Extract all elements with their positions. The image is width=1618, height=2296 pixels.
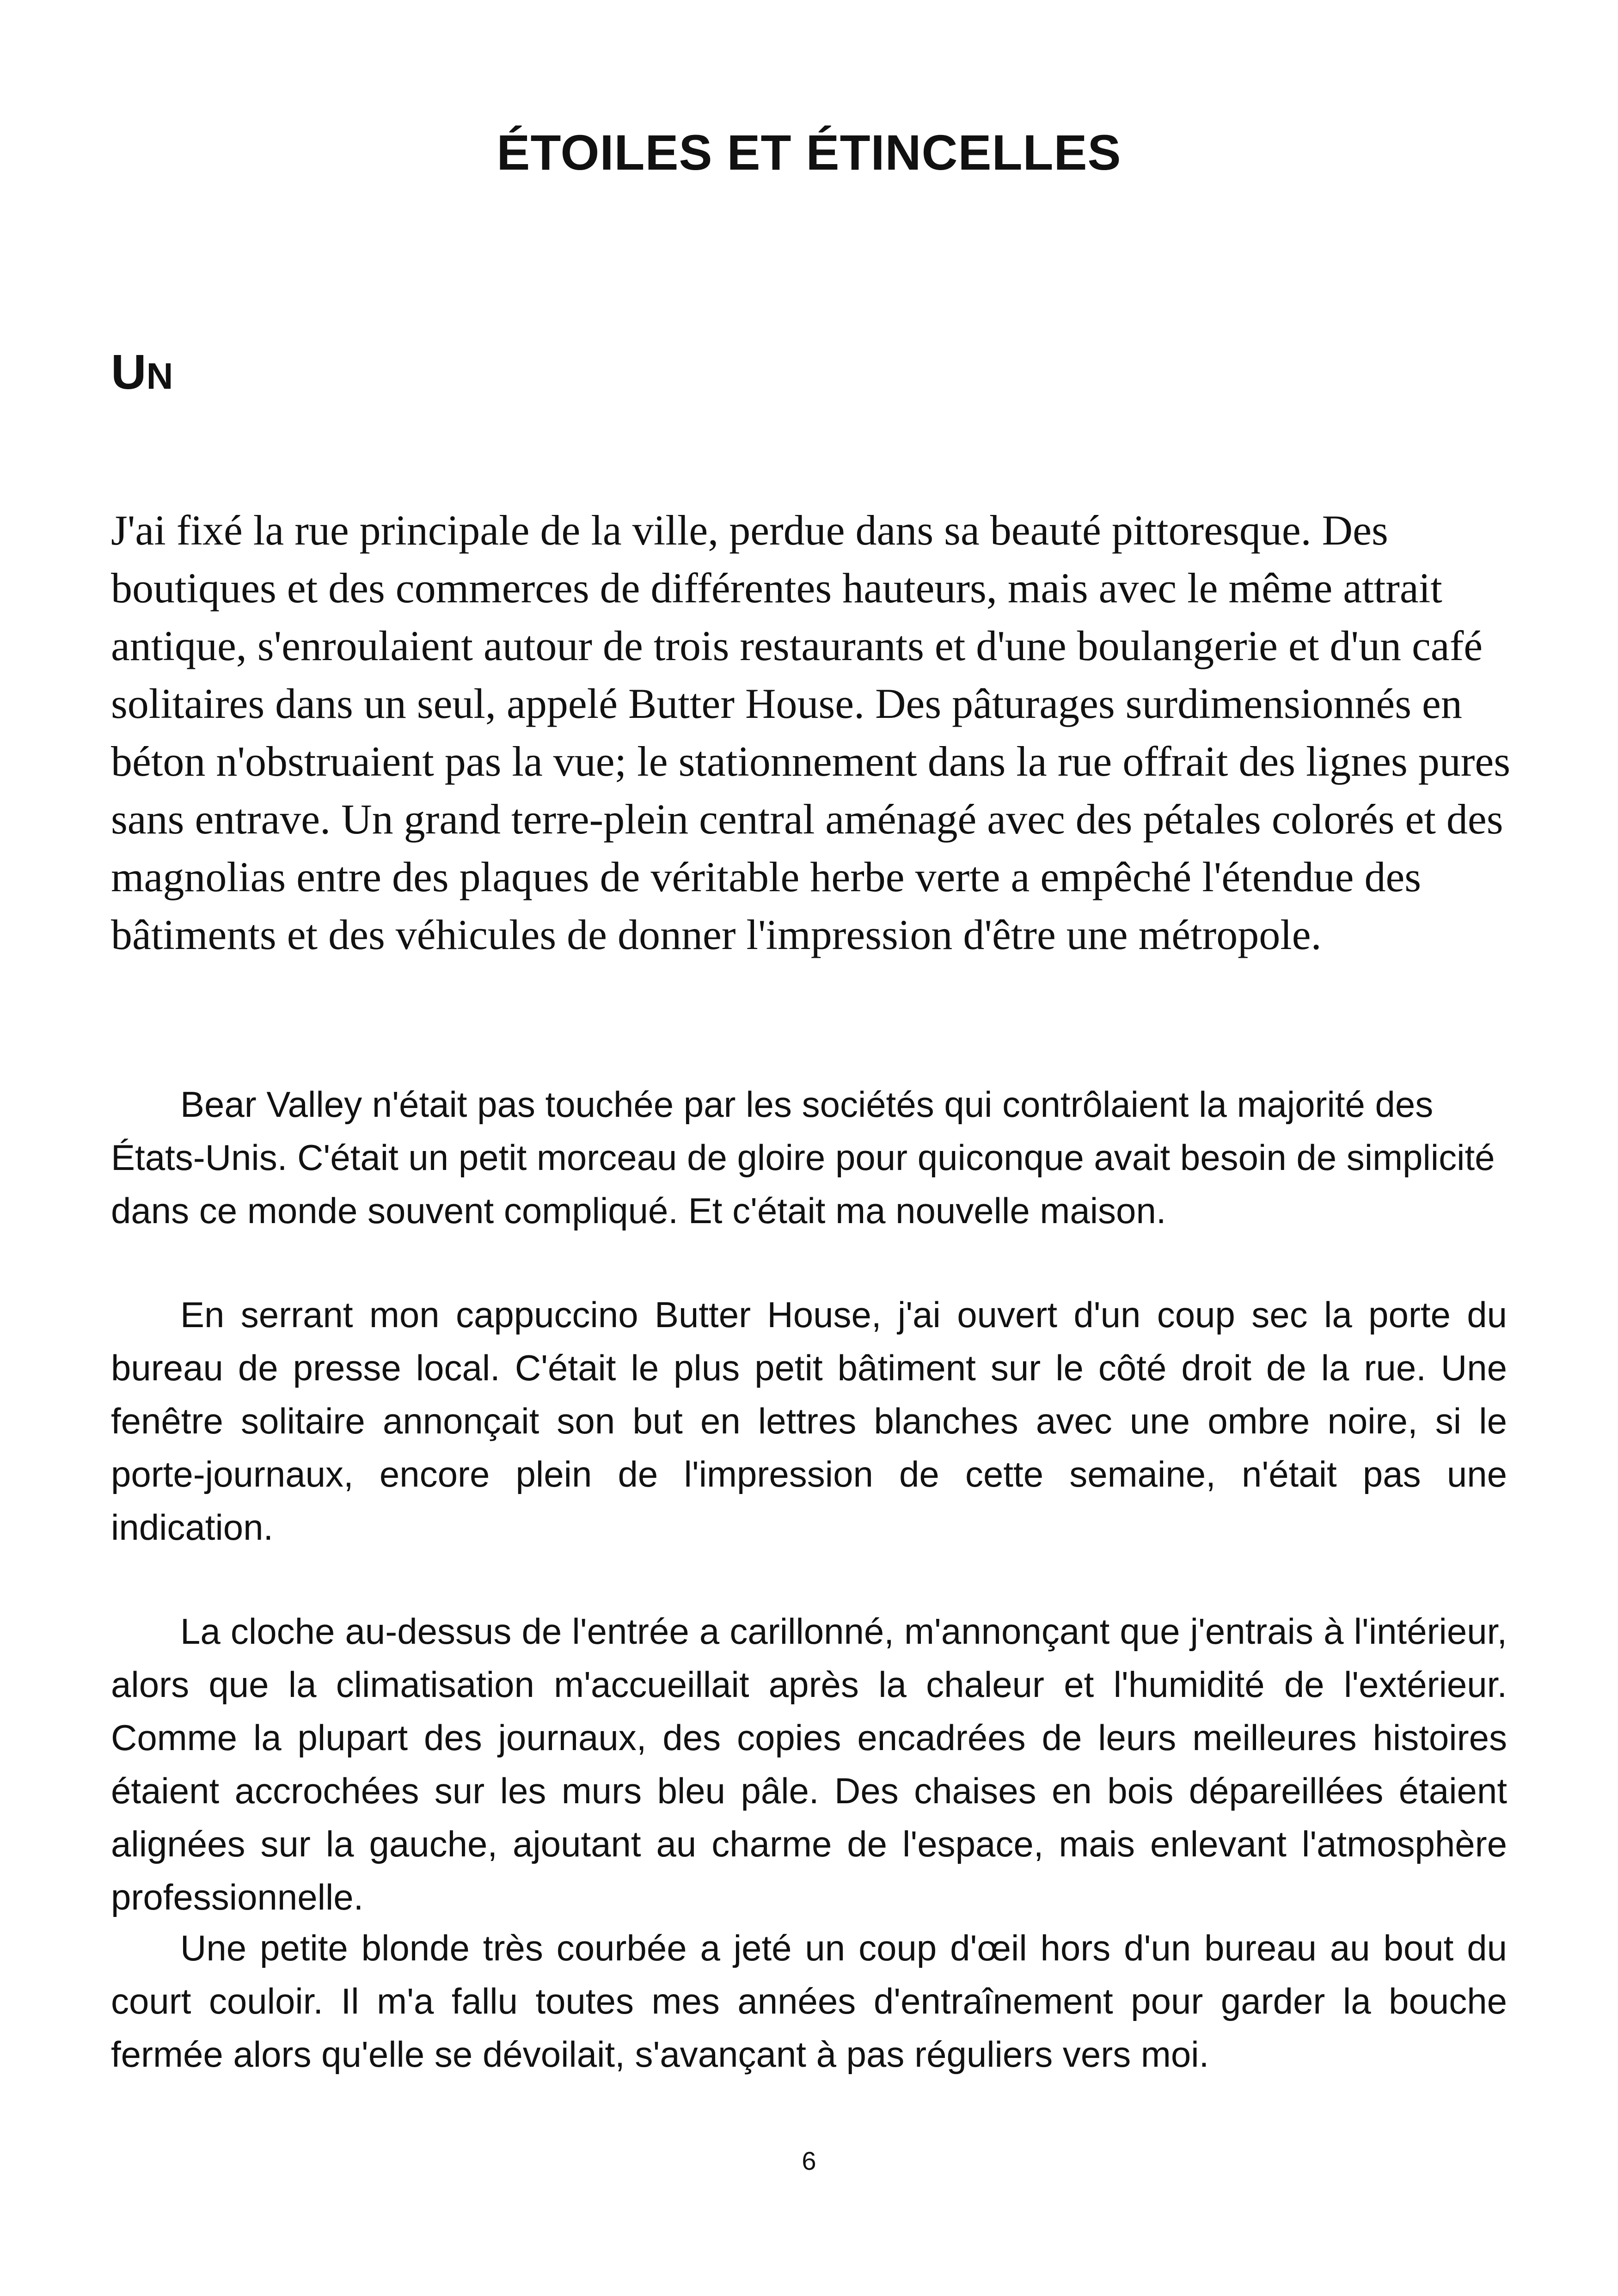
book-title: ÉTOILES ET ÉTINCELLES: [496, 124, 1122, 180]
body-paragraph-block: [111, 1078, 1507, 1237]
body-paragraph: En serrant mon cappuccino Butter House, j'ai ouvert d'un coup sec la porte du bureau de presse local. C'était le plus petit bâtiment sur le côté droit de la rue. Une fenêtre solitaire annonçait son but en lettres blanches avec une ombre noire, si le porte-journaux, encore plein de l'impression de cette semaine, n'était pas une indication.: [111, 1294, 1507, 1548]
body-paragraph-block: [111, 1922, 1507, 2081]
body-paragraph: Bear Valley n'était pas touchée par les sociétés qui contrôlaient la majorité des États-Unis. C'était un petit morceau de gloire pour quiconque avait besoin de simplicité dans ce monde souvent compliqué. Et c'était ma nouvelle maison.: [111, 1084, 1495, 1231]
body-paragraph: Une petite blonde très courbée a jeté un coup d'œil hors d'un bureau au bout du court couloir. Il m'a fallu toutes mes années d'entraînement pour garder la bouche fermée alors qu'elle se dévoilait, s'avançant à pas réguliers vers moi.: [111, 1928, 1507, 2075]
chapter-title: [111, 342, 173, 416]
chapter-title-rest: N: [146, 355, 173, 397]
body-paragraph: La cloche au-dessus de l'entrée a carillonné, m'annonçant que j'entrais à l'intérieur, alors que la climatisation m'accueillait après la chaleur et l'humidité de l'extérieur. Comme la plupart des journaux, des copies encadrées de leurs meilleures histoires étaient accrochées sur les murs bleu pâle. Des chaises en bois dépareillées étaient alignées sur la gauche, ajoutant au charme de l'espace, mais enlevant l'atmosphère professionnelle.: [111, 1611, 1507, 1917]
opening-paragraph: J'ai fixé la rue principale de la ville, perdue dans sa beauté pittoresque. Des boutiques et des commerces de différentes hauteurs, mais avec le même attrait antique, s'enroulaient autour de trois restaurants et d'une boulangerie et d'un café solitaires dans un seul, appelé Butter House. Des pâturages surdimensionnés en béton n'obstruaient pas la vue; le stationnement dans la rue offrait des lignes pures sans entrave. Un grand terre-plein central aménagé avec des pétales colorés et des magnolias entre des plaques de véritable herbe verte a empêché l'étendue des bâtiments et des véhicules de donner l'impression d'être une métropole.: [111, 507, 1511, 958]
body-paragraph-block: [111, 1288, 1507, 1554]
body-paragraph-block: [111, 1605, 1507, 1924]
chapter-title-initial: U: [111, 345, 147, 399]
page-number: 6: [802, 2146, 816, 2175]
